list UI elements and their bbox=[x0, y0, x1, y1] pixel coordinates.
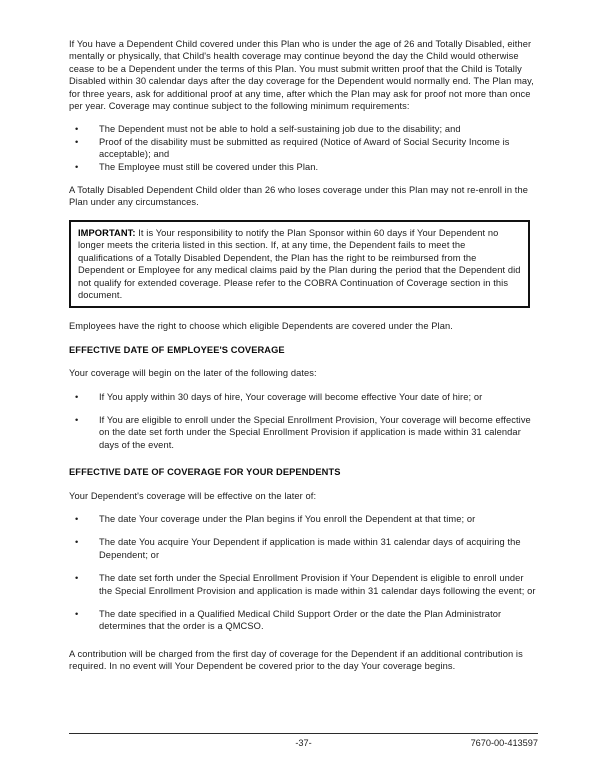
list-item bbox=[69, 414, 538, 451]
intro-paragraph: If You have a Dependent Child covered under this Plan who is under the age of 26 and Totally Disabled, either mentally or physically, that Child's health coverage may continue beyond the day the Child would otherwise cease to be a Dependent under the terms of this Plan. You must submit written proof that the Child is Totally Disabled within 30 calendar days after the day coverage for the Dependent would normally end. The Plan may, for three years, ask for additional proof at any time, after which the Plan may ask for proof not more than once per year. Coverage may continue subject to the following minimum requirements: bbox=[69, 39, 534, 112]
list-item-label: The Dependent must not be able to hold a self-sustaining job due to the disability; and bbox=[99, 124, 461, 135]
employee-coverage-bullet-list bbox=[69, 391, 538, 452]
list-item bbox=[69, 391, 538, 403]
contribution-paragraph: A contribution will be charged from the first day of coverage for the Dependent if an additional contribution is required. In no event will Your Dependent be covered prior to the day Your coverage begins. bbox=[69, 648, 523, 672]
bullet-icon: • bbox=[75, 136, 79, 147]
bullet-icon: • bbox=[75, 391, 79, 402]
bullet-icon: • bbox=[75, 573, 79, 584]
page-number: -37- bbox=[295, 738, 312, 748]
bullet-icon: • bbox=[75, 609, 79, 619]
list-item bbox=[69, 161, 538, 173]
dependent-coverage-bullet-list bbox=[69, 513, 538, 633]
page-footer bbox=[69, 733, 538, 750]
list-item bbox=[69, 608, 538, 633]
dependent-coverage-intro: Your Dependent's coverage will be effective on the later of: bbox=[69, 490, 317, 501]
important-callout-box bbox=[69, 220, 530, 308]
important-body: It is Your responsibility to notify the Plan Sponsor within 60 days if Your Dependent no longer meets the criteria listed in this section. If, at any time, the Dependent fails to meet the qualifications of a Totally Disabled Dependent, the Plan has the right to be reimbursed from the Dependent or Employee for any medical claims paid by the Plan during the period that the Dependent did not qualify for extended coverage. Please refer to the COBRA Continuation of Coverage section in this document. bbox=[78, 227, 521, 300]
footer-row bbox=[69, 737, 538, 750]
important-callout-text bbox=[78, 227, 521, 301]
re-enroll-paragraph: A Totally Disabled Dependent Child older than 26 who loses coverage under this Plan may not re-enroll in the Plan under any circumstances. bbox=[69, 185, 528, 208]
bullet-icon: • bbox=[75, 513, 79, 524]
list-item-label: The date specified in a Qualified Medical Child Support Order or the date the Plan Administrator determines that the order is a QMCSO. bbox=[99, 609, 502, 632]
footer-divider bbox=[69, 733, 538, 734]
list-item-label: If You apply within 30 days of hire, Your coverage will become effective Your date of hire; or bbox=[99, 391, 483, 402]
list-item bbox=[69, 536, 538, 561]
list-item bbox=[69, 136, 538, 161]
bullet-icon: • bbox=[75, 124, 79, 135]
list-item-label: The date You acquire Your Dependent if application is made within 31 calendar days of acquiring the Dependent; or bbox=[99, 537, 521, 560]
list-item bbox=[69, 123, 538, 135]
list-item-label: The Employee must still be covered under this Plan. bbox=[99, 161, 319, 172]
list-item bbox=[69, 513, 538, 525]
section-heading-employee-coverage: EFFECTIVE DATE OF EMPLOYEE'S COVERAGE bbox=[69, 344, 285, 355]
employee-coverage-intro: Your coverage will begin on the later of the following dates: bbox=[69, 368, 317, 379]
important-label: IMPORTANT: bbox=[78, 227, 136, 238]
list-item bbox=[69, 572, 538, 597]
bullet-icon: • bbox=[75, 537, 79, 548]
list-item-label: Proof of the disability must be submitted as required (Notice of Award of Social Security Income is acceptable); and bbox=[99, 136, 510, 160]
bullet-icon: • bbox=[75, 414, 79, 425]
section-heading-dependent-coverage: EFFECTIVE DATE OF COVERAGE FOR YOUR DEPENDENTS bbox=[69, 467, 341, 478]
choose-dependents-paragraph: Employees have the right to choose which eligible Dependents are covered under the Plan. bbox=[69, 321, 453, 332]
list-item-label: The date Your coverage under the Plan begins if You enroll the Dependent at that time; or bbox=[99, 513, 476, 524]
list-item-label: The date set forth under the Special Enrollment Provision if Your Dependent is eligible to enroll under the Special Enrollment Provision and application is made within 31 calendar days following the event; or bbox=[99, 573, 536, 596]
requirement-bullet-list bbox=[69, 123, 538, 173]
list-item-label: If You are eligible to enroll under the Special Enrollment Provision, Your coverage will become effective on the date set forth under the Special Enrollment Provision if application is made within 31 calendar days of the event. bbox=[99, 414, 531, 450]
document-code: 7670-00-413597 bbox=[470, 738, 538, 748]
bullet-icon: • bbox=[75, 161, 79, 172]
